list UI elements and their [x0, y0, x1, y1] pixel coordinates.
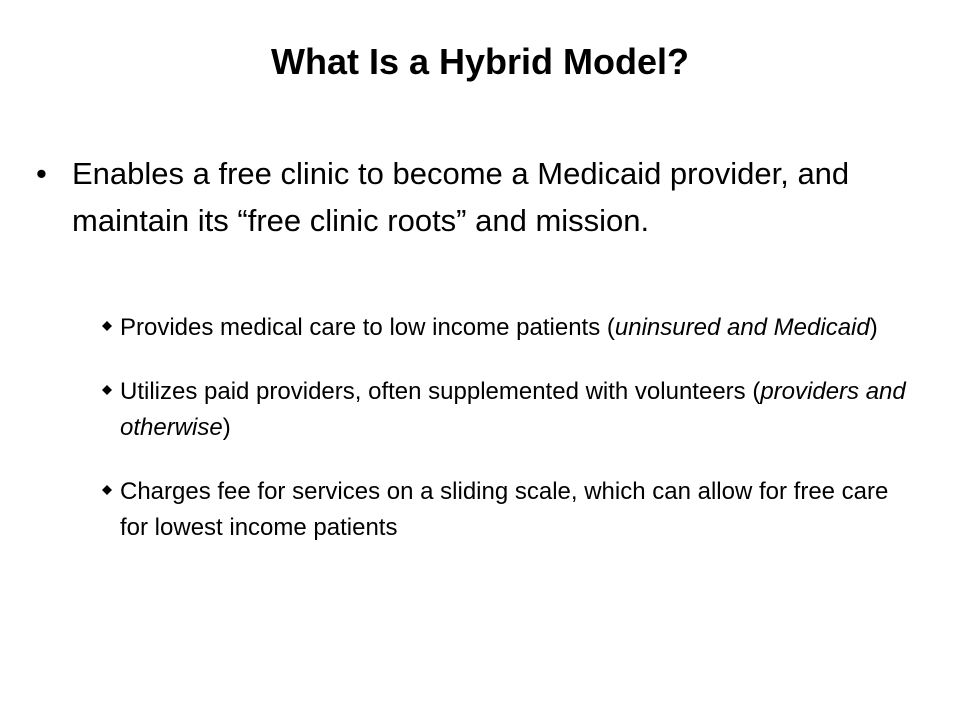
- sub-bullet-text-part: ): [222, 414, 231, 441]
- sub-bullet-text: [120, 310, 922, 346]
- sub-bullet-text-part: ): [869, 314, 878, 341]
- sub-bullet-text: [120, 374, 922, 446]
- diamond-bullet-icon: [102, 321, 112, 331]
- bullet-dot-icon: •: [36, 156, 47, 191]
- sub-bullet-text-part: Provides medical care to low income patients (: [120, 314, 615, 341]
- sub-bullet-list: [102, 310, 922, 574]
- diamond-bullet-icon: [102, 385, 112, 395]
- sub-bullet-text-part: Charges fee for services on a sliding scale, which can allow for free care for lowest income patients: [120, 478, 889, 541]
- sub-bullet-text-part: Utilizes paid providers, often supplemented with volunteers (: [120, 378, 761, 405]
- slide-title: What Is a Hybrid Model?: [270, 41, 690, 82]
- sub-bullet-text: [120, 474, 922, 546]
- sub-bullet-item: [102, 474, 922, 546]
- sub-bullet-item: [102, 310, 922, 346]
- sub-bullet-item: [102, 374, 922, 446]
- diamond-bullet-icon: [102, 485, 112, 495]
- sub-bullet-italic-text: uninsured and Medicaid: [614, 314, 870, 341]
- main-bullet: [36, 150, 916, 244]
- main-bullet-text: Enables a free clinic to become a Medicaid provider, and maintain its “free clinic roots” and mission.: [72, 156, 850, 238]
- sub-bullet-italic-text: providers and otherwise: [120, 378, 906, 441]
